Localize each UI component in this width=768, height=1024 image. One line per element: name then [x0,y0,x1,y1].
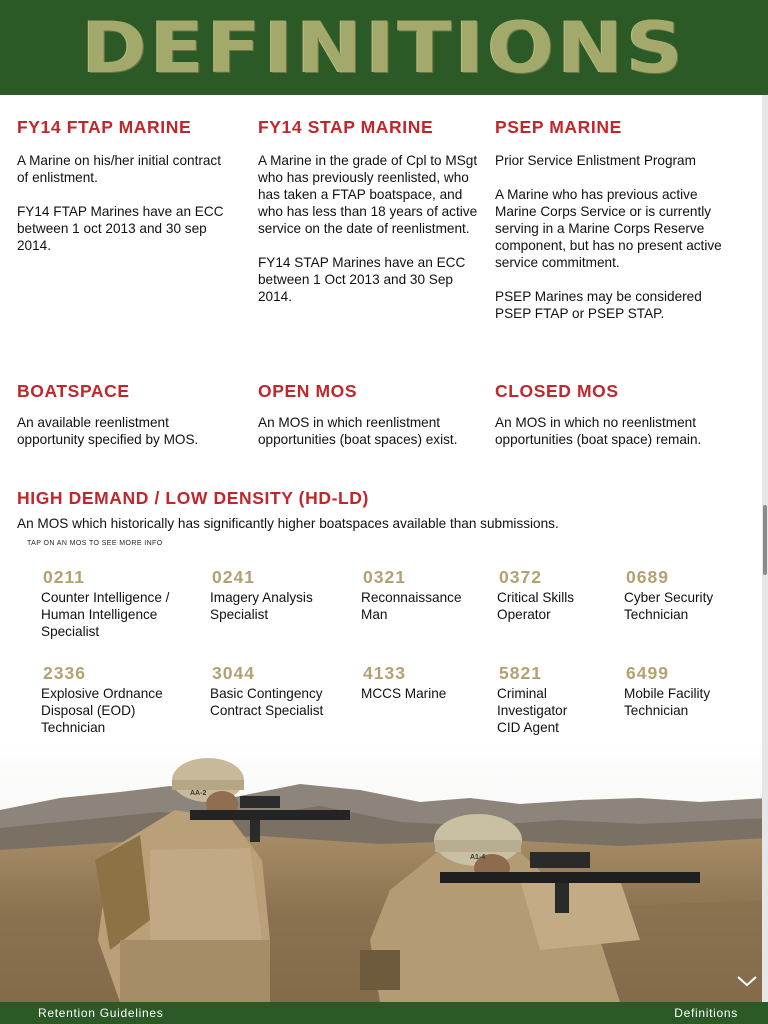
mos-item-2336[interactable] [41,663,191,736]
footer-bar [0,1002,768,1024]
mos-item-0372[interactable] [497,567,607,623]
definition-body-boatspace [17,414,232,448]
mos-item-6499[interactable] [624,663,734,719]
mos-name: Critical Skills Operator [497,590,575,622]
definition-text: FY14 STAP Marines have an ECC between 1 Oct 2013 and 30 Sep 2014. [258,255,466,304]
definition-body-open-mos [258,414,473,448]
definition-title-closed-mos: CLOSED MOS [495,381,619,401]
definition-text: An available reenlistment opportunity specified by MOS. [17,415,199,447]
definition-text: FY14 FTAP Marines have an ECC between 1 oct 2013 and 30 sep 2014. [17,204,224,253]
mos-name: Imagery Analysis Specialist [210,590,313,622]
mos-code: 0211 [43,567,85,587]
definition-text: An MOS in which no reenlistment opportunities (boat space) remain. [495,415,702,447]
mos-name: MCCS Marine [361,686,447,701]
definition-title-boatspace: BOATSPACE [17,381,130,401]
definition-body-closed-mos [495,414,735,448]
header-banner [0,0,768,95]
mos-code: 4133 [363,663,406,683]
mos-name: Explosive Ordnance Disposal (EOD) Technician [41,686,163,735]
mos-item-0241[interactable] [210,567,345,623]
definition-title-open-mos: OPEN MOS [258,381,358,401]
mos-item-4133[interactable] [361,663,481,702]
definition-text: A Marine in the grade of Cpl to MSgt who has previously reenlisted, who has taken a FTAP boatspace, and who has less than 18 years of active service on the date of reenlistment. [258,153,478,236]
mos-item-0321[interactable] [361,567,481,623]
page-title: DEFINITIONS [81,7,687,89]
definition-text: An MOS in which reenlistment opportunities (boat spaces) exist. [258,415,458,447]
hdld-title: HIGH DEMAND / LOW DENSITY (HD-LD) [17,488,369,508]
definition-text: A Marine on his/her initial contract of enlistment. [17,153,222,185]
helmet-label-right: A1-4 [470,854,486,861]
mos-item-0689[interactable] [624,567,739,623]
mos-name: Mobile Facility Technician [624,686,711,718]
mos-code: 5821 [499,663,542,683]
mos-code: 0372 [499,567,542,587]
mos-name: Basic Contingency Contract Specialist [210,686,324,718]
mos-item-3044[interactable] [210,663,350,719]
footer-guide-title[interactable]: Retention Guidelines [38,1006,164,1020]
mos-code: 0689 [626,567,669,587]
mos-code: 0321 [363,567,406,587]
mos-code: 0241 [212,567,255,587]
mos-item-5821[interactable] [497,663,592,736]
definition-body-stap [258,152,483,305]
definition-title-ftap: FY14 FTAP MARINE [17,117,192,137]
definition-title-psep: PSEP MARINE [495,117,622,137]
definition-body-psep [495,152,733,322]
tap-hint: TAP ON AN MOS TO SEE MORE INFO [27,540,163,547]
helmet-label-left: AA-2 [190,790,207,797]
mos-name: Cyber Security Technician [624,590,714,622]
scroll-track[interactable] [762,95,768,1002]
marines-photo-illustration [0,740,768,1002]
mos-name: Criminal Investigator CID Agent [497,686,568,735]
definition-text: Prior Service Enlistment Program [495,153,696,168]
footer-section-name[interactable]: Definitions [674,1006,738,1020]
mos-code: 6499 [626,663,669,683]
definition-title-stap: FY14 STAP MARINE [258,117,434,137]
marines-field-photo [0,740,768,1002]
mos-item-0211[interactable] [41,567,191,640]
scroll-thumb[interactable] [763,505,767,575]
mos-name: Counter Intelligence / Human Intelligence Specialist [41,590,170,639]
definition-text: PSEP Marines may be considered PSEP FTAP or PSEP STAP. [495,289,702,321]
mos-name: Reconnaissance Man [361,590,462,622]
hdld-description: An MOS which historically has significantly higher boatspaces available than submissions. [17,516,559,531]
definition-text: A Marine who has previous active Marine Corps Service or is currently serving in a Marine Corps Reserve component, but has no present active service commitment. [495,187,722,270]
definition-body-ftap [17,152,227,254]
mos-code: 3044 [212,663,255,683]
mos-code: 2336 [43,663,86,683]
chevron-down-icon[interactable] [736,974,758,993]
